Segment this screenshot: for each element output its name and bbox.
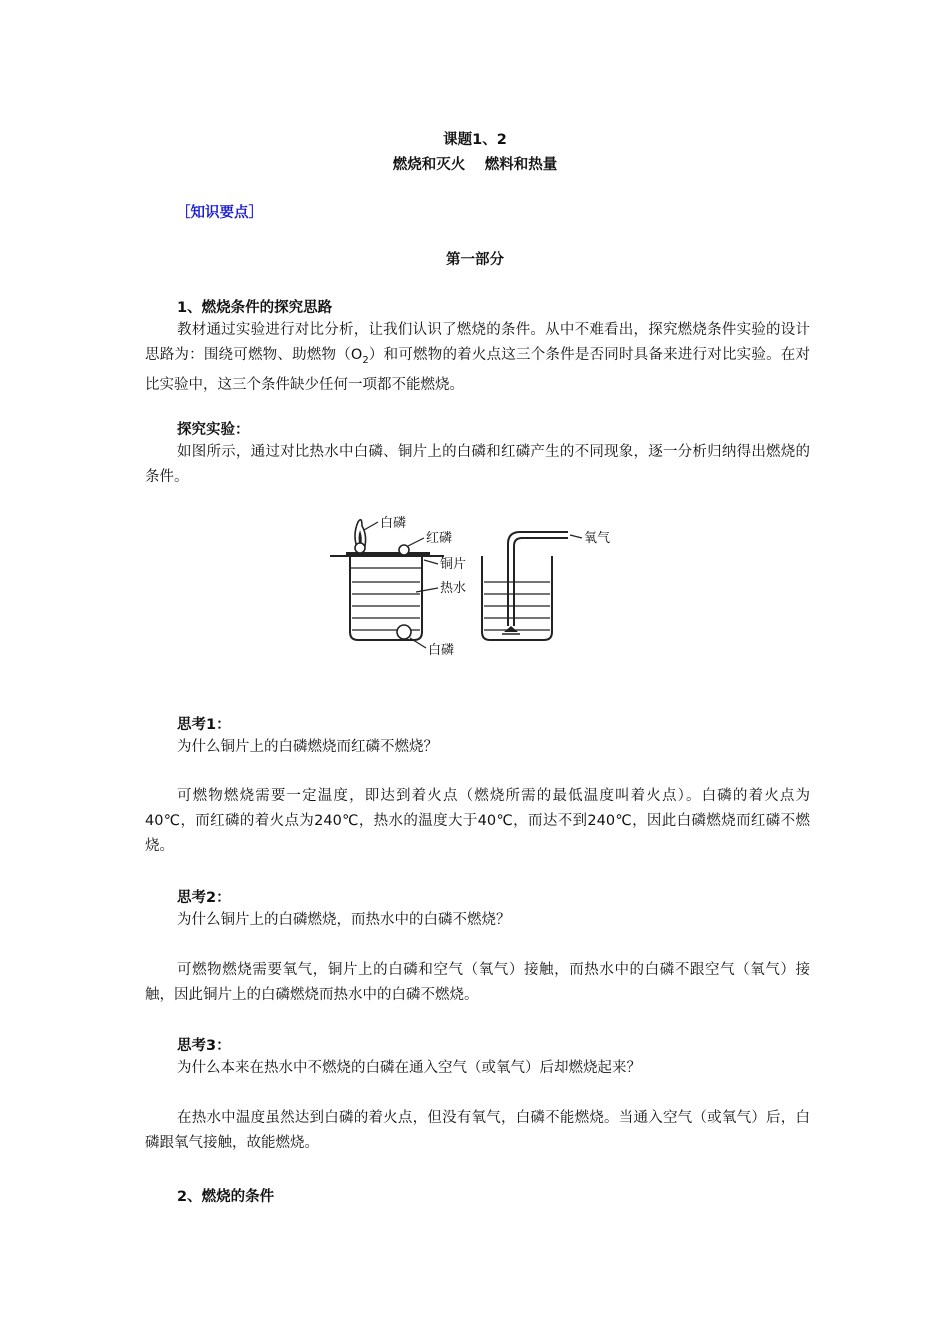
section1-paragraph — [145, 318, 810, 398]
title-line-2: 燃烧和灭火 燃料和热量 — [392, 157, 558, 173]
think3-answer: 在热水中温度虽然达到白磷的着火点，但没有氧气，白磷不能燃烧。当通入空气（或氧气）后，白磷跟氧气接触，故能燃烧。 — [145, 1110, 810, 1151]
left-beaker — [330, 556, 444, 640]
experiment-text: 如图所示，通过对比热水中白磷、铜片上的白磷和红磷产生的不同现象，逐一分析归纳得出燃烧的条件。 — [145, 444, 810, 485]
label-copper: 铜片 — [440, 557, 467, 572]
section1-text-a: 教材通过实验进行对比分析，让我们认识了燃烧的条件。从中不难看出，探究燃烧条件实验的设计思路为：围绕可燃物、助燃物（O — [145, 322, 810, 363]
flame-icon — [355, 520, 366, 553]
think1-heading: 思考1： — [177, 717, 231, 733]
part-heading: 第一部分 — [446, 252, 504, 268]
label-oxygen: 氧气 — [584, 531, 611, 546]
right-beaker — [482, 532, 568, 640]
label-white-phosphorus-top: 白磷 — [380, 516, 407, 531]
think1-answer: 可燃物燃烧需要一定温度，即达到着火点（燃烧所需的最低温度叫着火点）。白磷的着火点为40℃，而红磷的着火点为240℃，热水的温度大于40℃，而达不到240℃，因此白磷燃烧而红磷不燃烧。 — [145, 788, 810, 854]
think2-question: 为什么铜片上的白磷燃烧，而热水中的白磷不燃烧？ — [177, 912, 511, 928]
section1-text-b: ）和可燃物的着火点这三个条件是否同时具备来进行对比实验。在对比实验中，这三个条件缺少任何一项都不能燃烧。 — [145, 347, 810, 393]
think2-answer: 可燃物燃烧需要氧气，铜片上的白磷和空气（氧气）接触，而热水中的白磷不跟空气（氧气）接触，因此铜片上的白磷燃烧而热水中的白磷不燃烧。 — [145, 962, 810, 1003]
think3-question: 为什么本来在热水中不燃烧的白磷在通入空气（或氧气）后却燃烧起来？ — [177, 1060, 641, 1076]
think1-question: 为什么铜片上的白磷燃烧而红磷不燃烧？ — [177, 739, 438, 755]
red-phosphorus — [399, 545, 409, 555]
think2-heading: 思考2： — [177, 890, 231, 906]
label-hot-water: 热水 — [440, 581, 467, 596]
label-red-phosphorus: 红磷 — [426, 531, 453, 546]
section2-heading: 2、燃烧的条件 — [177, 1189, 275, 1205]
white-phosphorus-bottom — [397, 625, 411, 639]
experiment-heading: 探究实验： — [177, 422, 250, 438]
combustion-experiment-diagram — [320, 508, 630, 658]
title-line-1: 课题1、2 — [443, 132, 507, 148]
subscript-2: 2 — [362, 354, 369, 366]
section1-heading: 1、燃烧条件的探究思路 — [177, 300, 333, 316]
think3-heading: 思考3： — [177, 1038, 231, 1054]
knowledge-heading: ［知识要点］ — [176, 205, 263, 221]
label-white-phosphorus-bottom: 白磷 — [428, 643, 455, 658]
